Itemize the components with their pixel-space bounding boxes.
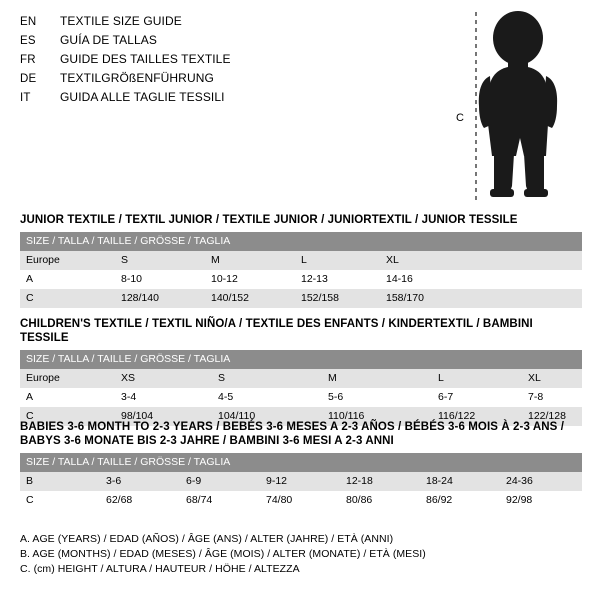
table-header-label: SIZE / TALLA / TAILLE / GRÖSSE / TAGLIA xyxy=(20,350,582,369)
table-row xyxy=(20,251,582,270)
table-header-row xyxy=(20,350,582,369)
language-title: TEXTILE SIZE GUIDE xyxy=(60,14,182,28)
table-header-label: SIZE / TALLA / TAILLE / GRÖSSE / TAGLIA xyxy=(20,453,582,472)
language-title-block xyxy=(20,14,440,109)
cell-value: 6-9 xyxy=(180,472,260,491)
language-row xyxy=(20,14,440,32)
row-label: A xyxy=(20,270,115,289)
cell-value: 9-12 xyxy=(260,472,340,491)
table-row xyxy=(20,388,582,407)
footnotes-block xyxy=(20,532,580,577)
row-label: C xyxy=(20,289,115,308)
column-header-cell: S xyxy=(212,369,322,388)
cell-value: 12-13 xyxy=(295,270,380,289)
child-silhouette-icon xyxy=(448,6,588,206)
table-row xyxy=(20,369,582,388)
column-header-cell: Europe xyxy=(20,251,115,270)
row-label: B xyxy=(20,472,100,491)
section-title: JUNIOR TEXTILE / TEXTIL JUNIOR / TEXTILE JUNIOR / JUNIORTEXTIL / JUNIOR TESSILE xyxy=(20,214,518,226)
cell-value: 116/122 xyxy=(432,407,522,426)
cell-value: 98/104 xyxy=(115,407,212,426)
cell-value: 68/74 xyxy=(180,491,260,510)
table-row xyxy=(20,491,582,510)
column-header-cell: M xyxy=(322,369,432,388)
section-babies xyxy=(20,420,582,510)
height-measure-label: C xyxy=(456,112,464,124)
language-row xyxy=(20,90,440,108)
column-header-cell: L xyxy=(295,251,380,270)
language-code: IT xyxy=(20,92,31,104)
language-title: GUÍA DE TALLAS xyxy=(60,33,157,47)
cell-value: 62/68 xyxy=(100,491,180,510)
child-figure xyxy=(448,6,588,206)
cell-value: 8-10 xyxy=(115,270,205,289)
language-title: TEXTILGRÖßENFÜHRUNG xyxy=(60,71,214,85)
language-row xyxy=(20,52,440,70)
cell-value: 6-7 xyxy=(432,388,522,407)
cell-value: 74/80 xyxy=(260,491,340,510)
table-header-row xyxy=(20,232,582,251)
cell-value: 14-16 xyxy=(380,270,582,289)
cell-value: 110/116 xyxy=(322,407,432,426)
footnote-height: C. (cm) HEIGHT / ALTURA / HAUTEUR / HÖHE / ALTEZZA xyxy=(20,563,300,575)
section-junior xyxy=(20,213,582,308)
cell-value: 80/86 xyxy=(340,491,420,510)
language-code: ES xyxy=(20,35,36,47)
column-header-cell: L xyxy=(432,369,522,388)
section-children xyxy=(20,317,582,426)
column-header-cell: Europe xyxy=(20,369,115,388)
row-label: C xyxy=(20,491,100,510)
cell-value: 104/110 xyxy=(212,407,322,426)
footnote-age-months: B. AGE (MONTHS) / EDAD (MESES) / ÂGE (MOIS) / ALTER (MONATE) / ETÀ (MESI) xyxy=(20,548,426,560)
table-row xyxy=(20,289,582,308)
cell-value: 3-6 xyxy=(100,472,180,491)
cell-value: 4-5 xyxy=(212,388,322,407)
footnote-age-years: A. AGE (YEARS) / EDAD (AÑOS) / ÂGE (ANS) / ALTER (JAHRE) / ETÀ (ANNI) xyxy=(20,533,394,545)
language-code: FR xyxy=(20,54,36,66)
row-label: A xyxy=(20,388,115,407)
language-title: GUIDE DES TAILLES TEXTILE xyxy=(60,52,231,66)
language-row xyxy=(20,33,440,51)
cell-value: 122/128 xyxy=(522,407,582,426)
cell-value: 128/140 xyxy=(115,289,205,308)
size-table-junior xyxy=(20,232,582,308)
size-table-children xyxy=(20,350,582,426)
table-row xyxy=(20,472,582,491)
size-table-babies xyxy=(20,453,582,510)
cell-value: 5-6 xyxy=(322,388,432,407)
table-header-row xyxy=(20,453,582,472)
column-header-cell: S xyxy=(115,251,205,270)
cell-value: 86/92 xyxy=(420,491,500,510)
language-code: EN xyxy=(20,16,37,28)
cell-value: 10-12 xyxy=(205,270,295,289)
column-header-cell: XS xyxy=(115,369,212,388)
cell-value: 158/170 xyxy=(380,289,582,308)
cell-value: 152/158 xyxy=(295,289,380,308)
section-title: BABIES 3-6 MONTH TO 2-3 YEARS / BEBÉS 3-6 MESES A 2-3 AÑOS / BÉBÉS 3-6 MOIS À 2-3 ANS / BABYS 3-6 MONATE BIS 2-3 JAHRE / BAMBINI 3-6 MESI A 2-3 ANNI xyxy=(20,421,564,447)
cell-value: 12-18 xyxy=(340,472,420,491)
cell-value: 7-8 xyxy=(522,388,582,407)
column-header-cell: XL xyxy=(522,369,582,388)
row-label: C xyxy=(20,407,115,426)
section-title: CHILDREN'S TEXTILE / TEXTIL NIÑO/A / TEXTILE DES ENFANTS / KINDERTEXTIL / BAMBINI TESSILE xyxy=(20,318,533,344)
table-header-label: SIZE / TALLA / TAILLE / GRÖSSE / TAGLIA xyxy=(20,232,582,251)
silhouette-body xyxy=(479,11,557,197)
cell-value: 18-24 xyxy=(420,472,500,491)
table-row xyxy=(20,270,582,289)
cell-value: 140/152 xyxy=(205,289,295,308)
cell-value: 92/98 xyxy=(500,491,582,510)
language-code: DE xyxy=(20,73,37,85)
column-header-cell: XL xyxy=(380,251,582,270)
cell-value: 24-36 xyxy=(500,472,582,491)
language-title: GUIDA ALLE TAGLIE TESSILI xyxy=(60,90,225,104)
language-row xyxy=(20,71,440,89)
cell-value: 3-4 xyxy=(115,388,212,407)
column-header-cell: M xyxy=(205,251,295,270)
